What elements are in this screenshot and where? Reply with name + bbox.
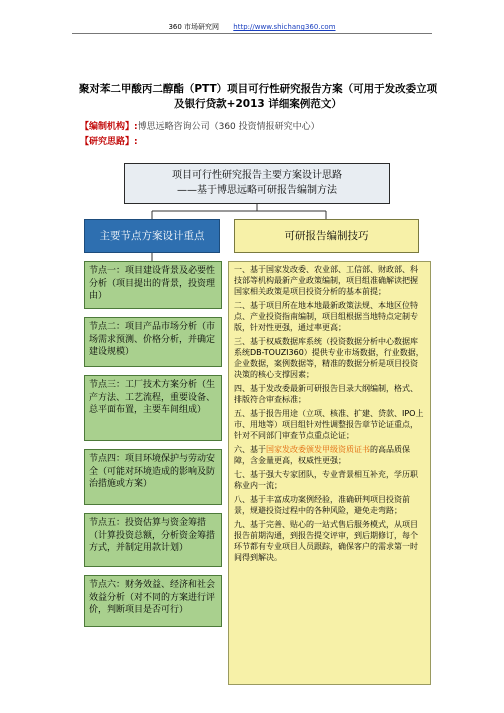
org-line xyxy=(80,121,320,133)
diagram-title: 项目可行性研究报告主要方案设计思路 xyxy=(172,170,342,181)
writing-tips-header: 可研报告编制技巧 xyxy=(234,219,419,253)
writing-tips-panel xyxy=(228,261,431,685)
method-line xyxy=(80,136,138,148)
node-design-header: 主要节点方案设计重点 xyxy=(84,219,220,253)
page-header xyxy=(0,22,504,32)
diagram-title-box xyxy=(124,163,390,204)
tip-6: 六、基于国家发改委颁发甲级资质证书的高品质保障，含金量更高，权威性更强； xyxy=(234,445,410,465)
node-6: 节点六：财务效益、经济和社会效益分析（对不同的方案进行评价，判断项目是否可行） xyxy=(84,575,222,627)
node-4: 节点四：项目环境保护与劳动安全（可能对环境造成的影响及防治措施或方案） xyxy=(84,449,222,505)
tip-3: 三、基于权威数据库系统（投资数据分析中心数据库系统DB-TOUZI360）提供专业市场数据，行业数据，企业数据，案例数据等，精准的数据分析是项目投资决策的核心支撑因素； xyxy=(234,337,424,379)
tip-4: 四、基于发改委最新可研报告目录大纲编制，格式、排版符合审查标准； xyxy=(234,384,418,404)
tip-9: 九、基于完善、贴心的一站式售后服务模式，从项目报告前期沟通，到报告提交评审，到后期修订，每个环节都有专业项目人员跟踪，确保客户的需求第一时间得到解决。 xyxy=(234,520,418,562)
header-rule xyxy=(72,33,432,34)
tip-7: 七、基于强大专家团队，专业背景相互补充，学历职称业内一流； xyxy=(234,470,418,490)
tip-8: 八、基于丰富成功案例经验，准确研判项目投资前景，规避投资过程中的各种风险，避免走弯路； xyxy=(234,495,410,515)
diagram-subtitle: ——基于博思远略可研报告编制方法 xyxy=(177,185,337,196)
method-label: 【研究思路】: xyxy=(80,137,138,147)
node-2: 节点二：项目产品市场分析（市场需求预测、价格分析，并确定建设规模） xyxy=(84,317,222,367)
qualification-highlight: 国家发改委颁发甲级资质证书 xyxy=(266,445,370,454)
site-url-link[interactable]: http://www.shichang360.com xyxy=(233,23,336,31)
node-5: 节点五：投资估算与资金筹措（计算投资总额，分析资金筹措方式，并制定用款计划） xyxy=(84,513,222,567)
node-3: 节点三：工厂技术方案分析（生产方法、工艺流程，重要设备、总平面布置，主要车间组成） xyxy=(84,375,222,441)
tip-1: 一、基于国家发改委、农业部、工信部、财政部、科技部等机构最新产业政策编制，项目组准确解读把握国家相关政策是项目投资分析的基本前提； xyxy=(234,265,418,296)
node-1: 节点一：项目建设背景及必要性分析（项目提出的背景，投资理由） xyxy=(84,261,222,309)
design-diagram xyxy=(80,157,432,690)
tip-5: 五、基于报告用途（立项、核准、扩建、贷款、IPO上市、用地等）项目组针对性调整报告章节论证重点，针对不同部门审查节点重点论证； xyxy=(234,409,424,440)
document-title: 聚对苯二甲酸丙二醇酯（PTT）项目可行性研究报告方案（可用于发改委立项及银行贷款+2013 详细案例范文） xyxy=(78,83,438,110)
org-value: 博思远略咨询公司（360 投资情报研究中心） xyxy=(137,122,320,132)
org-label: 【编制机构】: xyxy=(80,122,138,132)
tip-2: 二、基于项目所在地本地最新政策法规、本地区位特点、产业投资指南编制，项目组根据当地特点定制专版，针对性更强，通过率更高； xyxy=(234,301,418,332)
site-name: 360 市场研究网 xyxy=(168,23,220,31)
